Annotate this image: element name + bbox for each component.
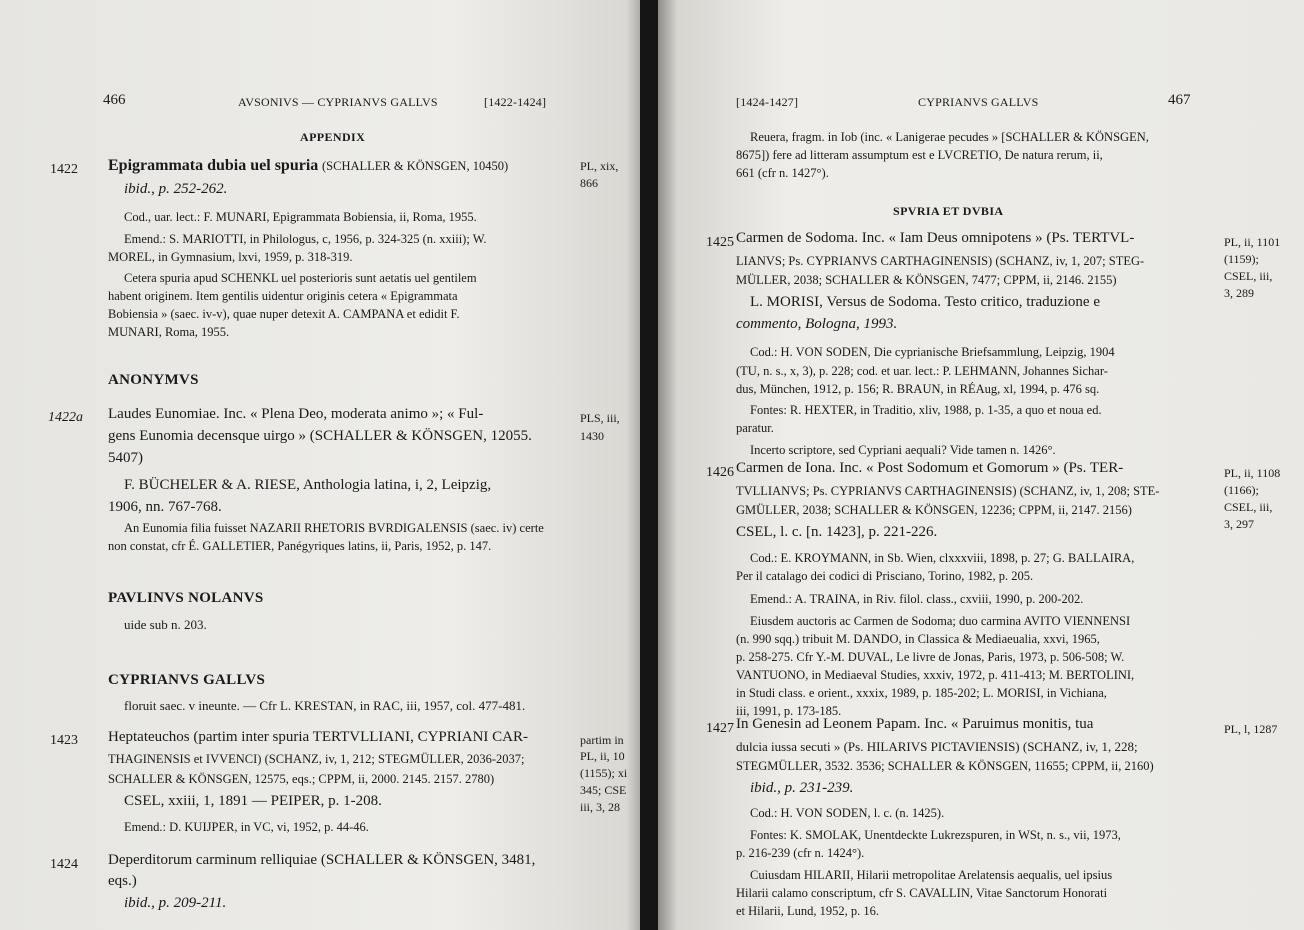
entry-number: 1422a [48, 410, 83, 425]
entry-line: LIANVS; Ps. CYPRIANVS CARTHAGINENSIS) (SCHANZ, iv, 1, 207; STEG- [736, 254, 1145, 268]
running-head: CYPRIANVS GALLVS [918, 95, 1039, 109]
margin-ref: (1155); xi [580, 766, 628, 780]
entry-line: 5407) [108, 450, 143, 466]
fontes-line: Fontes: R. HEXTER, in Traditio, xliv, 1988, p. 1-35, a quo et noua ed. [750, 403, 1102, 417]
entry-number: 1426 [706, 465, 734, 480]
margin-ref: 1430 [580, 429, 604, 443]
entry-line: eqs.) [108, 873, 137, 889]
entry-line: Heptateuchos (partim inter spuria TERTVLLIANI, CYPRIANI CAR- [108, 729, 528, 745]
section-title-spuria: SPVRIA ET DVBIA [893, 204, 1004, 218]
entry-line: Deperditorum carminum relliquiae (SCHALLER & KÖNSGEN, 3481, [108, 852, 536, 868]
note-line: Bobiensia » (saec. iv-v), quae nuper detexit A. CAMPANA et edidit F. [108, 307, 460, 321]
emend-line: MOREL, in Gymnasium, lxvi, 1959, p. 318-319. [108, 250, 353, 264]
entry-number: 1425 [706, 235, 734, 250]
note-line: An Eunomia filia fuisset NAZARII RHETORIS BVRDIGALENSIS (saec. iv) certe [124, 521, 544, 535]
page-range: [1422-1424] [484, 95, 547, 109]
entry-line: gens Eunomia decensque uirgo » (SCHALLER & KÖNSGEN, 12055. [108, 428, 532, 444]
note-line: MUNARI, Roma, 1955. [108, 325, 230, 339]
left-page [0, 0, 646, 930]
entry-line: SCHALLER & KÖNSGEN, 12575, eqs.; CPPM, ii, 2000. 2145. 2157. 2780) [108, 772, 495, 786]
entry-number: 1423 [50, 733, 78, 748]
note-line: habent originem. Item gentilis uidentur originis cetera « Epigrammata [108, 289, 458, 303]
cod-line: Cod., uar. lect.: F. MUNARI, Epigrammata Bobiensia, ii, Roma, 1955. [124, 210, 477, 224]
page-number: 467 [1168, 92, 1191, 108]
entry-title: Epigrammata dubia uel spuria [108, 157, 319, 174]
margin-ref: iii, 3, 28 [580, 800, 621, 814]
right-page [658, 0, 1304, 930]
cod-line: Per il catalago dei codici di Prisciano, Torino, 1982, p. 205. [736, 569, 1034, 583]
cross-ref-line: uide sub n. 203. [124, 617, 207, 632]
entry-line: L. MORISI, Versus de Sodoma. Testo critico, traduzione e [750, 294, 1101, 310]
margin-ref: 345; CSE [580, 783, 627, 797]
entry-line: Laudes Eunomiae. Inc. « Plena Deo, moderata animo »; « Ful- [108, 406, 484, 422]
continuation-line: 8675]) fere ad litteram assumptum est e LVCRETIO, De natura rerum, ii, [736, 148, 1103, 162]
cod-line: Cod.: H. VON SODEN, Die cyprianische Briefsammlung, Leipzig, 1904 [750, 345, 1115, 359]
note-line: Hilarii calamo conscriptum, cfr S. CAVALLIN, Vitae Sanctorum Honorati [736, 886, 1108, 900]
cod-line: (TU, n. s., x, 3), p. 228; cod. et uar. lect.: P. LEHMANN, Johannes Sichar- [736, 364, 1108, 378]
entry-line: MÜLLER, 2038; SCHALLER & KÖNSGEN, 7477; CPPM, ii, 2146. 2155) [736, 273, 1117, 287]
section-title-appendix: APPENDIX [300, 130, 366, 144]
note-line: Eiusdem auctoris ac Carmen de Sodoma; duo carmina AVITO VIENNENSI [750, 614, 1131, 628]
entry-number: 1427 [706, 721, 734, 736]
entry-number: 1424 [50, 857, 78, 872]
note-line: iii, 1991, p. 173-185. [736, 704, 842, 718]
entry-line: GMÜLLER, 2038; SCHALLER & KÖNSGEN, 12236; CPPM, ii, 2147. 2156) [736, 503, 1132, 517]
note-line: non constat, cfr É. GALLETIER, Panégyriques latins, ii, Paris, 1952, p. 147. [108, 539, 492, 553]
margin-ref: (1159); [1224, 252, 1259, 266]
margin-ref: CSEL, iii, [1224, 269, 1273, 283]
running-head: AVSONIVS — CYPRIANVS GALLVS [238, 95, 438, 109]
entry-title-line [108, 157, 508, 175]
entry-line: Carmen de Sodoma. Inc. « Iam Deus omnipotens » (Ps. TERTVL- [736, 230, 1135, 246]
margin-ref: partim in [580, 733, 624, 747]
page-range: [1424-1427] [736, 95, 799, 109]
note-line: in Studi class. e orient., xxxix, 1989, p. 185-202; L. MORISI, in Vichiana, [736, 686, 1107, 700]
note-line: VANTUONO, in Mediaeval Studies, xxxiv, 1972, p. 411-413; M. BERTOLINI, [736, 668, 1135, 682]
fontes-line: paratur. [736, 421, 774, 435]
section-title-cyprianus: CYPRIANVS GALLVS [108, 672, 266, 688]
entry-line: STEGMÜLLER, 3532. 3536; SCHALLER & KÖNSGEN, 11655; CPPM, ii, 2160) [736, 759, 1154, 773]
section-title-anonymus: ANONYMVS [108, 372, 199, 388]
emend-line: Emend.: D. KUIJPER, in VC, vi, 1952, p. 44-46. [124, 820, 369, 834]
margin-ref: 3, 297 [1224, 517, 1254, 531]
entry-line: Carmen de Iona. Inc. « Post Sodomum et Gomorum » (Ps. TER- [736, 460, 1124, 476]
margin-ref: PL, xix, [580, 159, 619, 173]
page-number: 466 [103, 92, 126, 108]
margin-ref: PL, ii, 1108 [1224, 466, 1281, 480]
continuation-line: Reuera, fragm. in Iob (inc. « Lanigerae pecudes » [SCHALLER & KÖNSGEN, [750, 130, 1149, 144]
margin-ref: (1166); [1224, 483, 1259, 497]
entry-line: In Genesin ad Leonem Papam. Inc. « Paruimus monitis, tua [736, 716, 1094, 732]
cod-line: dus, München, 1912, p. 156; R. BRAUN, in RÉAug, xl, 1994, p. 476 sq. [736, 382, 1100, 396]
note-line: Cetera spuria apud SCHENKL uel posterioris sunt aetatis uel gentilem [124, 271, 477, 285]
note-line: Incerto scriptore, sed Cypriani aequali? Vide tamen n. 1426°. [750, 443, 1056, 457]
cod-line: Cod.: E. KROYMANN, in Sb. Wien, clxxxviii, 1898, p. 27; G. BALLAIRA, [750, 551, 1135, 565]
margin-ref: PL, ii, 1101 [1224, 235, 1281, 249]
entry-line: THAGINENSIS et IVVENCI) (SCHANZ, iv, 1, 212; STEGMÜLLER, 2036-2037; [108, 752, 525, 766]
note-line: p. 258-275. Cfr Y.-M. DUVAL, Le livre de Jonas, Paris, 1973, p. 506-508; W. [736, 650, 1125, 664]
entry-ref-text: (SCHALLER & KÖNSGEN, 10450) [322, 159, 509, 173]
margin-ref: CSEL, iii, [1224, 500, 1273, 514]
margin-ref: PLS, iii, [580, 411, 620, 425]
emend-line: Emend.: A. TRAINA, in Riv. filol. class., cxviii, 1990, p. 200-202. [750, 592, 1084, 606]
continuation-line: 661 (cfr n. 1427°). [736, 166, 829, 180]
floruit-line: floruit saec. v ineunte. — Cfr L. KRESTAN, in RAC, iii, 1957, col. 477-481. [124, 698, 526, 713]
margin-ref: PL, ii, 10 [580, 749, 625, 763]
emend-line: Emend.: S. MARIOTTI, in Philologus, c, 1956, p. 324-325 (n. xxiii); W. [124, 232, 487, 246]
note-line: et Hilarii, Lund, 1952, p. 16. [736, 904, 880, 918]
entry-line: TVLLIANVS; Ps. CYPRIANVS CARTHAGINENSIS) (SCHANZ, iv, 1, 208; STE- [736, 484, 1160, 498]
margin-ref: 866 [580, 176, 598, 190]
note-line: (n. 990 sqq.) tribuit M. DANDO, in Classica & Mediaeualia, xxvi, 1965, [736, 632, 1100, 646]
entry-line: ibid., p. 231-239. [750, 780, 854, 796]
fontes-line: p. 216-239 (cfr n. 1424°). [736, 846, 865, 860]
section-title-paulinus: PAVLINVS NOLANVS [108, 590, 264, 606]
entry-line: 1906, nn. 767-768. [108, 499, 222, 515]
entry-line: ibid., p. 252-262. [124, 181, 228, 197]
fontes-line: Fontes: K. SMOLAK, Unentdeckte Lukrezspuren, in WSt, n. s., vii, 1973, [750, 828, 1121, 842]
cod-line: Cod.: H. VON SODEN, l. c. (n. 1425). [750, 806, 945, 820]
entry-line: dulcia iussa secuti » (Ps. HILARIVS PICTAVIENSIS) (SCHANZ, iv, 1, 228; [736, 739, 1138, 754]
entry-line: CSEL, l. c. [n. 1423], p. 221-226. [736, 524, 938, 540]
note-line: Cuiusdam HILARII, Hilarii metropolitae Arelatensis aequalis, uel ipsius [750, 868, 1113, 882]
margin-ref: PL, l, 1287 [1224, 722, 1278, 736]
entry-line: ibid., p. 209-211. [124, 895, 227, 911]
entry-number: 1422 [50, 162, 78, 177]
entry-line: commento, Bologna, 1993. [736, 316, 898, 332]
margin-ref: 3, 289 [1224, 286, 1254, 300]
entry-line: F. BÜCHELER & A. RIESE, Anthologia latina, i, 2, Leipzig, [124, 477, 492, 493]
entry-line: CSEL, xxiii, 1, 1891 — PEIPER, p. 1-208. [124, 793, 382, 809]
